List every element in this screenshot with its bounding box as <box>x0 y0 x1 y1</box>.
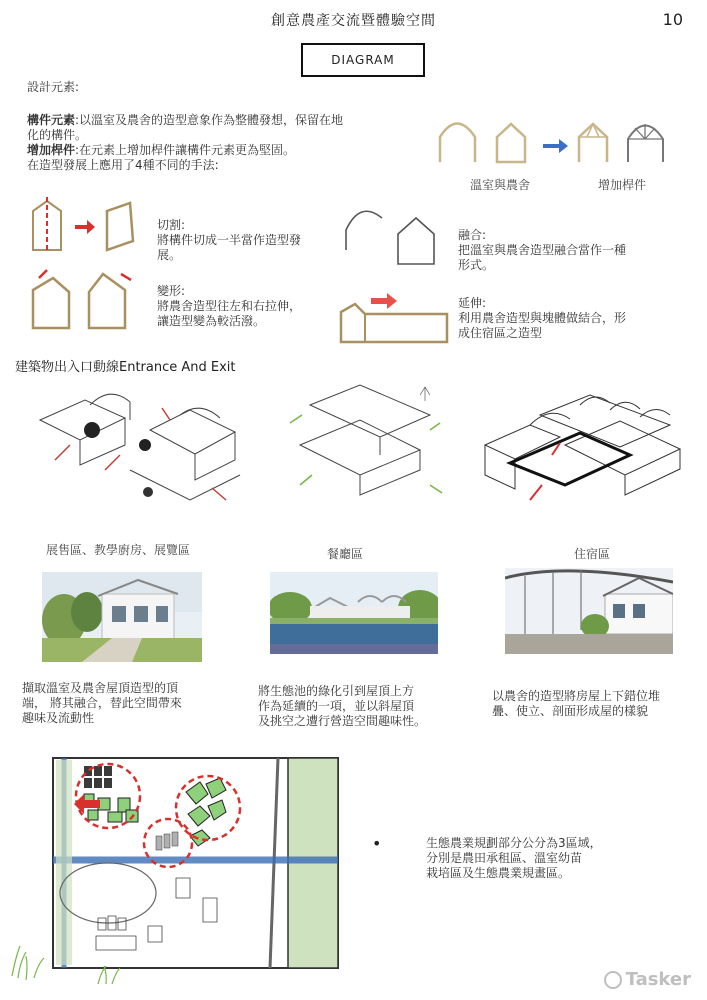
lodging-rendering <box>505 568 673 654</box>
zone-desc-lodging-1: 以農舍的造型將房屋上下錯位堆 <box>492 689 661 703</box>
farmhouse-with-members-icon <box>579 124 607 162</box>
watermark-text: Tasker <box>625 969 691 990</box>
page-title: 創意農產交流暨體驗空間 <box>271 13 436 29</box>
page-number: 10 <box>662 10 683 29</box>
farmhouse-shape-icon <box>497 124 525 162</box>
site-description <box>426 836 666 881</box>
site-bullet: • <box>372 834 382 853</box>
method-merge-desc-2: 形式。 <box>458 258 495 272</box>
zone-desc-exhibition-1: 擷取溫室及農舍屋頂造型的頂 <box>22 681 179 695</box>
method-cut-desc-2: 展。 <box>157 248 182 262</box>
method-extend-text <box>458 296 626 341</box>
component-element-label: 構件元素 <box>27 113 76 127</box>
red-arrow-icon <box>75 220 95 234</box>
method-deform-desc-1: 將農舍造型往左和右拉伸， <box>157 299 302 313</box>
zone-desc-restaurant-1: 將生態池的綠化引到屋頂上方 <box>258 684 415 698</box>
extend-diagram <box>335 290 455 350</box>
zone-label-lodging: 住宿區 <box>574 547 611 561</box>
method-deform-text <box>157 284 301 329</box>
diagram-label: DIAGRAM <box>331 53 395 67</box>
method-deform-desc-2: 讓造型變為較活潑。 <box>157 314 266 328</box>
entrance-sketch-restaurant <box>280 375 450 505</box>
greenhouse-farmhouse-icons <box>435 112 675 172</box>
method-merge-desc-1: 把溫室與農舍造型融合當作一種 <box>458 243 627 257</box>
site-plan <box>8 748 348 988</box>
added-member-label: 增加桿件 <box>27 143 76 157</box>
red-arrow-icon <box>371 293 397 309</box>
site-desc-2: 分別是農田承租區、溫室幼苗 <box>426 851 583 865</box>
method-cut-desc-1: 將構件切成一半當作造型發 <box>157 233 302 247</box>
added-members-label: 增加桿件 <box>598 178 647 192</box>
design-elements-heading: 設計元素: <box>27 80 80 94</box>
greenhouse-with-members-icon <box>628 124 663 162</box>
merge-diagram <box>340 200 450 270</box>
entrance-sketch-exhibition <box>30 380 245 510</box>
zone-desc-restaurant-3: 及挑空之遭行營造空間趣味性。 <box>258 714 427 728</box>
method-extend-title: 延伸: <box>458 296 487 310</box>
zone-desc-restaurant <box>258 684 468 729</box>
method-merge-text <box>458 228 626 273</box>
red-arrow-icon <box>121 274 131 280</box>
zone-label-restaurant: 餐廳區 <box>327 547 364 561</box>
method-merge-title: 融合: <box>458 228 487 242</box>
entrance-sketch-lodging <box>470 385 690 515</box>
watermark <box>604 969 691 990</box>
method-extend-desc-1: 利用農舍造型與塊體做結合，形 <box>458 311 627 325</box>
restaurant-rendering <box>270 572 438 654</box>
method-deform-title: 變形: <box>157 284 186 298</box>
component-element-text: :以溫室及農舍的造型意象作為整體發想，保留在地 <box>75 113 344 127</box>
deform-diagram <box>25 262 145 332</box>
zone-desc-restaurant-2: 作為延續的一項，並以斜屋頂 <box>258 699 415 713</box>
zone-desc-lodging <box>492 689 702 719</box>
tasker-logo-icon <box>604 971 622 989</box>
exhibition-rendering <box>42 572 202 662</box>
entrance-exit-title: 建築物出入口動線Entrance And Exit <box>15 360 236 375</box>
greenhouse-shape-icon <box>440 124 475 163</box>
method-cut-title: 切割: <box>157 218 186 232</box>
method-extend-desc-2: 成住宿區之造型 <box>458 326 543 340</box>
zone-label-exhibition: 展售區、教學廚房、展覽區 <box>46 543 191 557</box>
site-desc-1: 生態農業規劃部分公分為3區域， <box>426 836 602 850</box>
zone-desc-exhibition <box>22 681 232 726</box>
zone-desc-exhibition-3: 趣味及流動性 <box>22 711 95 725</box>
design-method-intro: 在造型發展上應用了4種不同的手法: <box>27 158 219 172</box>
site-desc-3: 栽培區及生態農業規畫區。 <box>426 866 571 880</box>
greenhouse-farmhouse-label: 溫室與農舍 <box>470 178 531 192</box>
arrow-right-icon <box>543 139 568 153</box>
component-element-text-cont: 化的構件。 <box>27 128 88 142</box>
added-member-text: :在元素上增加桿件讓構件元素更為堅固。 <box>75 143 296 157</box>
method-cut-text <box>157 218 301 263</box>
zone-desc-exhibition-2: 端， 將其融合，替此空間帶來 <box>22 696 182 710</box>
zone-desc-lodging-2: 疊、使立、剖面形成屋的樣貌 <box>492 704 649 718</box>
design-elements-intro <box>27 80 427 173</box>
red-arrow-icon <box>39 270 47 278</box>
diagram-label-box <box>301 43 425 77</box>
cut-diagram <box>25 195 145 255</box>
